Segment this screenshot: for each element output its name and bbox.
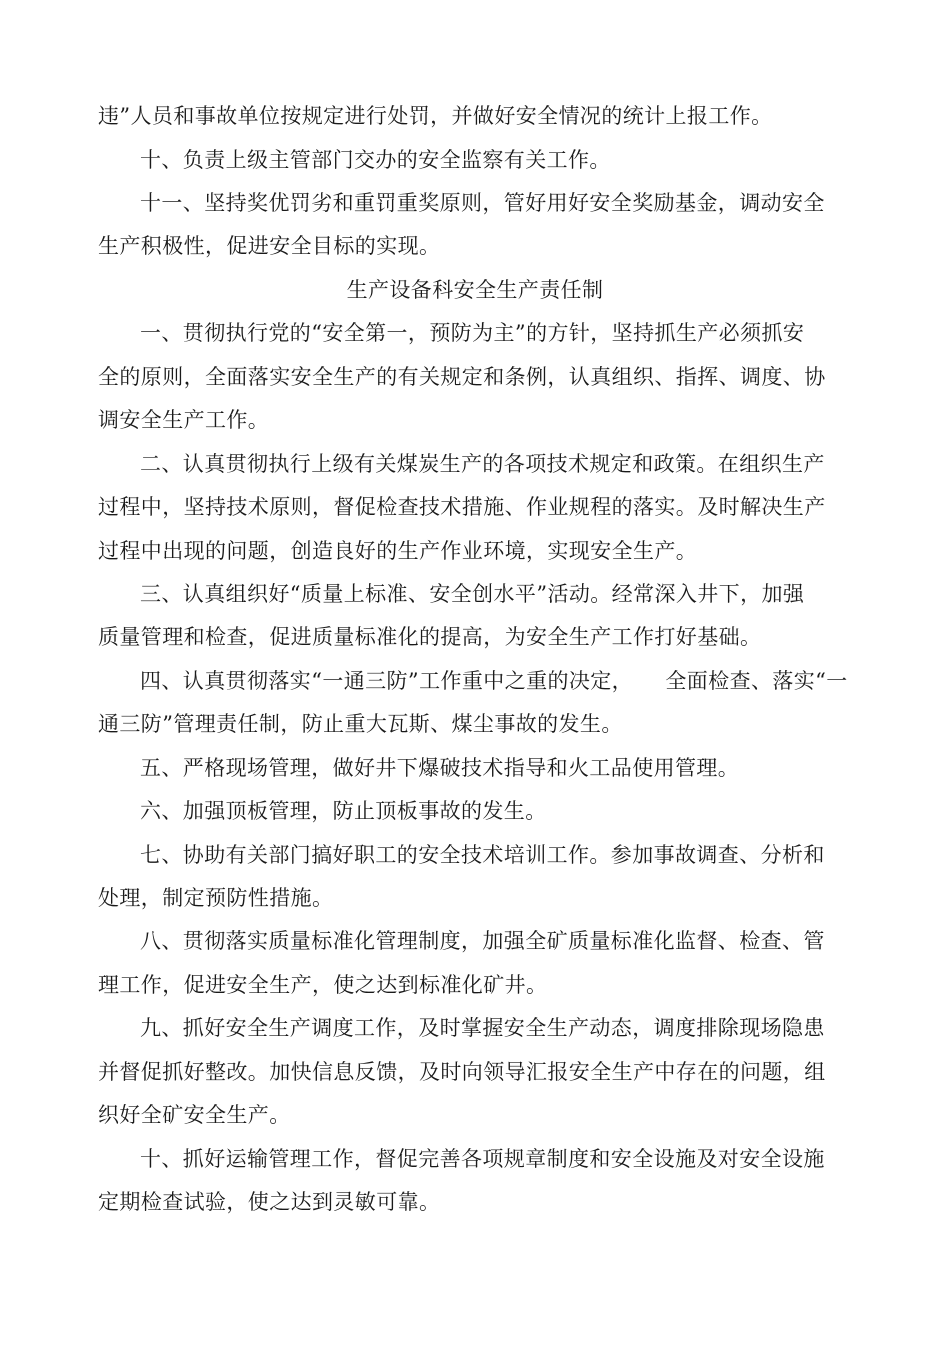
text-line: 四、认真贯彻落实“一通三防”工作重中之重的决定， 全面检查、落实“一 — [140, 669, 848, 693]
text-line: 违”人员和事故单位按规定进行处罚，并做好安全情况的统计上报工作。 — [98, 104, 773, 128]
text-line: 十、抓好运输管理工作，督促完善各项规章制度和安全设施及对安全设施 — [140, 1147, 825, 1171]
text-line: 七、协助有关部门搞好职工的安全技术培训工作。参加事故调查、分析和 — [140, 843, 825, 867]
text-line: 定期检查试验，使之达到灵敏可靠。 — [98, 1190, 441, 1214]
text-line: 织好全矿安全生产。 — [98, 1103, 291, 1127]
text-line: 全的原则，全面落实安全生产的有关规定和条例，认真组织、指挥、调度、协 — [98, 365, 826, 389]
text-line: 十、负责上级主管部门交办的安全监察有关工作。 — [140, 148, 611, 172]
text-line: 质量管理和检查，促进质量标准化的提高，为安全生产工作打好基础。 — [98, 625, 762, 649]
section-title: 生产设备科安全生产责任制 — [346, 278, 604, 302]
text-line: 二、认真贯彻执行上级有关煤炭生产的各项技术规定和政策。在组织生产 — [140, 452, 825, 476]
text-line: 过程中出现的问题，创造良好的生产作业环境，实现安全生产。 — [98, 539, 698, 563]
text-line: 并督促抓好整改。加快信息反馈，及时向领导汇报安全生产中存在的问题，组 — [98, 1060, 826, 1084]
text-line: 一、贯彻执行党的“安全第一，预防为主”的方针，坚持抓生产必须抓安 — [140, 321, 805, 345]
text-line: 五、严格现场管理，做好井下爆破技术指导和火工品使用管理。 — [140, 756, 740, 780]
text-line: 处理，制定预防性措施。 — [98, 886, 334, 910]
text-line: 六、加强顶板管理，防止顶板事故的发生。 — [140, 799, 547, 823]
text-line: 八、贯彻落实质量标准化管理制度，加强全矿质量标准化监督、检查、管 — [140, 929, 825, 953]
text-line: 九、抓好安全生产调度工作，及时掌握安全生产动态，调度排除现场隐患 — [140, 1016, 825, 1040]
text-line: 十一、坚持奖优罚劣和重罚重奖原则，管好用好安全奖励基金，调动安全 — [140, 191, 825, 215]
text-line: 过程中，坚持技术原则，督促检查技术措施、作业规程的落实。及时解决生产 — [98, 495, 826, 519]
text-line: 三、认真组织好“质量上标准、安全创水平”活动。经常深入井下，加强 — [140, 582, 805, 606]
text-line: 生产积极性，促进安全目标的实现。 — [98, 234, 441, 258]
text-line: 理工作，促进安全生产，使之达到标准化矿井。 — [98, 973, 548, 997]
text-line: 调安全生产工作。 — [98, 408, 270, 432]
text-line: 通三防”管理责任制，防止重大瓦斯、煤尘事故的发生。 — [98, 712, 623, 736]
